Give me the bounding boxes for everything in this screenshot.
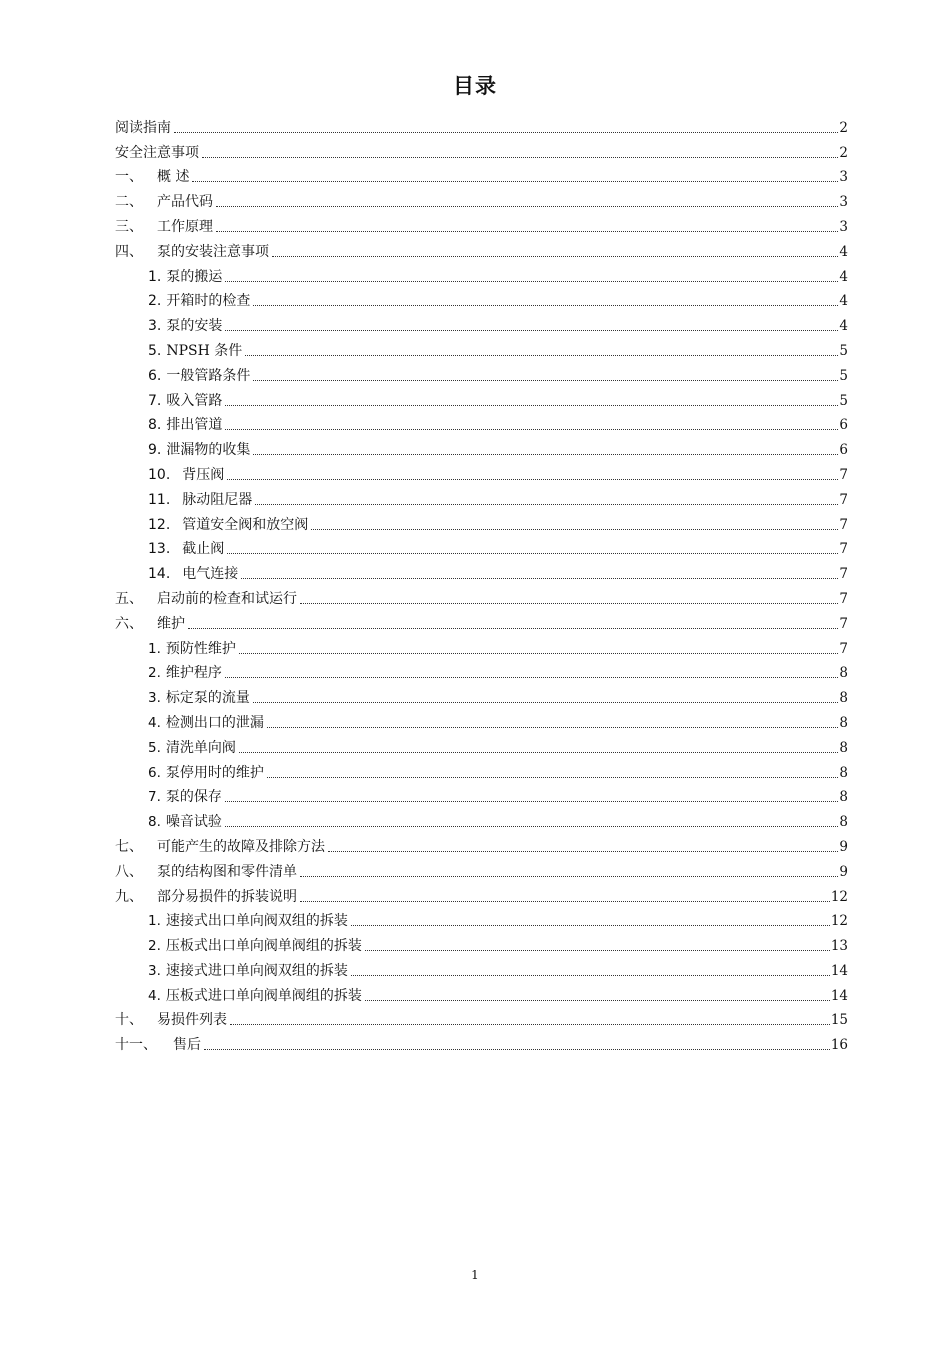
toc-entry-page-number: 13 [830,938,848,955]
toc-entry-number: 4. [148,987,161,1004]
toc-entry-number: 6. [148,764,161,781]
dot-leader [227,553,838,554]
dot-leader [311,529,838,530]
toc-entry[interactable] [115,137,848,162]
toc-entry-label: 脉动阻尼器 [182,491,253,508]
toc-entry-page-number: 7 [839,590,848,607]
toc-entry-page-number: 14 [830,962,848,979]
toc-entry-number: 十、 [115,1012,143,1029]
toc-entry-page-number: 14 [830,987,848,1004]
toc-entry-number: 八、 [115,863,143,880]
toc-entry-number: 8. [148,814,161,831]
table-of-contents [115,112,848,1054]
toc-entry[interactable] [115,633,848,658]
toc-entry-number: 4. [148,714,161,731]
toc-entry-label: 清洗单向阀 [165,739,236,756]
dot-leader [239,653,839,654]
toc-entry-number: 1. [148,913,161,930]
toc-entry[interactable] [115,112,848,137]
dot-leader [225,826,839,827]
toc-entry-label: 排出管道 [166,417,223,434]
toc-entry[interactable] [115,930,848,955]
toc-entry[interactable] [115,831,848,856]
toc-entry[interactable] [115,286,848,311]
toc-entry-number: 5. [148,342,162,359]
toc-entry-label: 标定泵的流量 [165,690,250,707]
dot-leader [253,305,838,306]
toc-entry-page-number: 7 [839,541,848,558]
toc-entry-label: 启动前的检查和试运行 [157,590,297,607]
toc-entry-label: 压板式进口单向阀单阀组的拆装 [165,987,362,1004]
dot-leader [225,330,838,331]
toc-entry-number: 1. [148,268,162,285]
toc-entry-label: 泵停用时的维护 [165,764,264,781]
dot-leader [267,777,839,778]
toc-entry[interactable] [115,881,848,906]
toc-entry-page-number: 8 [839,714,848,731]
toc-entry-label: 噪音试验 [165,814,222,831]
toc-entry-label: 开箱时的检查 [166,293,251,310]
dot-leader [351,975,830,976]
toc-entry-page-number: 8 [839,665,848,682]
dot-leader [239,752,839,753]
toc-entry[interactable] [115,658,848,683]
toc-entry-number: 三、 [115,218,143,235]
dot-leader [216,206,838,207]
toc-entry[interactable] [115,856,848,881]
toc-entry-page-number: 7 [839,466,848,483]
toc-entry-number: 6. [148,367,162,384]
toc-entry-number: 9. [148,442,162,459]
dot-leader [365,950,830,951]
toc-entry-page-number: 8 [839,789,848,806]
toc-entry-label: NPSH 条件 [166,342,243,359]
toc-entry-number: 10. [148,466,171,483]
toc-entry[interactable] [115,534,848,559]
toc-entry[interactable] [115,732,848,757]
toc-entry[interactable] [115,980,848,1005]
dot-leader [300,603,838,604]
toc-entry-number: 二、 [115,194,143,211]
toc-entry-label: 背压阀 [182,466,225,483]
toc-entry[interactable] [115,608,848,633]
toc-entry-number: 四、 [115,243,143,260]
toc-entry-label: 泵的安装 [166,318,223,335]
dot-leader [272,256,838,257]
toc-entry[interactable] [115,906,848,931]
toc-entry-page-number: 8 [839,690,848,707]
dot-leader [227,479,838,480]
toc-entry-page-number: 7 [839,516,848,533]
dot-leader [351,925,830,926]
toc-entry-label: 维护程序 [165,665,222,682]
toc-entry-number: 2. [148,293,162,310]
toc-entry-page-number: 7 [839,615,848,632]
toc-entry[interactable] [115,211,848,236]
toc-entry-label: 安全注意事项 [115,144,199,161]
toc-entry-label: 一般管路条件 [166,367,251,384]
toc-entry-page-number: 2 [839,144,848,161]
toc-entry-label: 产品代码 [157,194,213,211]
toc-entry[interactable] [115,484,848,509]
dot-leader [202,157,838,158]
toc-entry-page-number: 8 [839,814,848,831]
toc-entry-label: 泵的安装注意事项 [157,243,269,260]
toc-entry-label: 压板式出口单向阀单阀组的拆装 [165,938,362,955]
toc-entry-page-number: 5 [839,367,848,384]
toc-entry[interactable] [115,558,848,583]
toc-entry-page-number: 12 [830,888,848,905]
toc-entry[interactable] [115,707,848,732]
toc-entry-page-number: 7 [839,491,848,508]
toc-entry-page-number: 16 [830,1037,848,1054]
toc-entry-label: 电气连接 [182,566,239,583]
toc-entry[interactable] [115,459,848,484]
toc-entry[interactable] [115,1029,848,1054]
dot-leader [216,231,838,232]
toc-entry-number: 14. [148,566,171,583]
toc-entry-label: 泄漏物的收集 [166,442,251,459]
toc-entry-page-number: 7 [839,566,848,583]
toc-entry-page-number: 3 [839,194,848,211]
toc-entry-page-number: 9 [839,863,848,880]
toc-entry[interactable] [115,955,848,980]
page-title: 目录 [453,74,497,98]
dot-leader [225,281,838,282]
toc-entry-label: 维护 [157,615,185,632]
toc-entry[interactable] [115,335,848,360]
toc-entry-label: 售后 [173,1037,201,1054]
dot-leader [365,1000,830,1001]
toc-entry-label: 检测出口的泄漏 [165,714,264,731]
toc-entry[interactable] [115,310,848,335]
dot-leader [230,1024,830,1025]
toc-entry[interactable] [115,186,848,211]
toc-entry-label: 截止阀 [182,541,225,558]
toc-entry-number: 13. [148,541,171,558]
toc-entry-page-number: 4 [839,243,848,260]
toc-entry-page-number: 8 [839,764,848,781]
dot-leader [225,801,839,802]
toc-entry-number: 7. [148,789,161,806]
toc-entry-page-number: 4 [839,293,848,310]
toc-entry-page-number: 7 [839,640,848,657]
toc-entry-number: 5. [148,739,161,756]
toc-entry-label: 管道安全阀和放空阀 [182,516,309,533]
toc-entry-page-number: 9 [839,838,848,855]
toc-entry[interactable] [115,806,848,831]
toc-entry-number: 2. [148,665,161,682]
toc-entry-number: 十一、 [115,1037,157,1054]
toc-entry-number: 五、 [115,590,143,607]
toc-entry-number: 7. [148,392,162,409]
dot-leader [253,702,839,703]
toc-entry-number: 12. [148,516,171,533]
toc-entry-page-number: 15 [830,1012,848,1029]
toc-entry-number: 一、 [115,169,143,186]
dot-leader [245,355,838,356]
toc-entry-page-number: 5 [839,342,848,359]
dot-leader [174,132,838,133]
dot-leader [300,901,830,902]
toc-entry-label: 泵的结构图和零件清单 [157,863,297,880]
dot-leader [300,876,838,877]
toc-entry-number: 1. [148,640,161,657]
dot-leader [328,851,838,852]
toc-entry-page-number: 2 [839,119,848,136]
toc-entry[interactable] [115,236,848,261]
toc-entry[interactable] [115,410,848,435]
toc-entry-label: 可能产生的故障及排除方法 [157,838,325,855]
toc-entry[interactable] [115,1005,848,1030]
toc-entry[interactable] [115,162,848,187]
toc-entry-label: 阅读指南 [115,119,171,136]
toc-entry-number: 8. [148,417,162,434]
toc-entry[interactable] [115,583,848,608]
dot-leader [241,578,838,579]
toc-entry-label: 工作原理 [157,218,213,235]
toc-entry-label: 速接式出口单向阀双组的拆装 [165,913,348,930]
toc-entry-label: 吸入管路 [166,392,223,409]
toc-entry-label: 泵的搬运 [166,268,223,285]
toc-entry-number: 3. [148,962,161,979]
dot-leader [192,181,838,182]
toc-entry-page-number: 4 [839,268,848,285]
toc-entry[interactable] [115,509,848,534]
toc-entry[interactable] [115,682,848,707]
dot-leader [188,628,838,629]
toc-entry[interactable] [115,360,848,385]
dot-leader [225,677,839,678]
toc-entry-page-number: 3 [839,218,848,235]
footer-page-number: 1 [471,1268,479,1282]
toc-entry-label: 部分易损件的拆装说明 [157,888,297,905]
dot-leader [225,429,838,430]
toc-entry-number: 11. [148,491,171,508]
toc-entry-page-number: 4 [839,318,848,335]
toc-entry-label: 概 述 [157,169,190,186]
toc-entry[interactable] [115,782,848,807]
toc-entry-page-number: 12 [830,913,848,930]
toc-entry-page-number: 3 [839,169,848,186]
toc-entry-page-number: 5 [839,392,848,409]
toc-entry[interactable] [115,261,848,286]
toc-entry-number: 2. [148,938,161,955]
toc-entry[interactable] [115,757,848,782]
toc-entry-number: 七、 [115,838,143,855]
dot-leader [267,727,839,728]
toc-entry-number: 九、 [115,888,143,905]
dot-leader [225,405,838,406]
dot-leader [204,1049,830,1050]
toc-entry-number: 六、 [115,615,143,632]
toc-entry-page-number: 8 [839,739,848,756]
toc-entry-number: 3. [148,690,161,707]
toc-entry[interactable] [115,385,848,410]
toc-entry-label: 泵的保存 [165,789,222,806]
toc-entry-page-number: 6 [839,417,848,434]
dot-leader [255,504,838,505]
dot-leader [253,454,838,455]
toc-entry-label: 易损件列表 [157,1012,227,1029]
toc-entry-number: 3. [148,318,162,335]
toc-entry-label: 速接式进口单向阀双组的拆装 [165,962,348,979]
toc-entry-page-number: 6 [839,442,848,459]
toc-entry-label: 预防性维护 [165,640,236,657]
dot-leader [253,380,838,381]
toc-entry[interactable] [115,434,848,459]
